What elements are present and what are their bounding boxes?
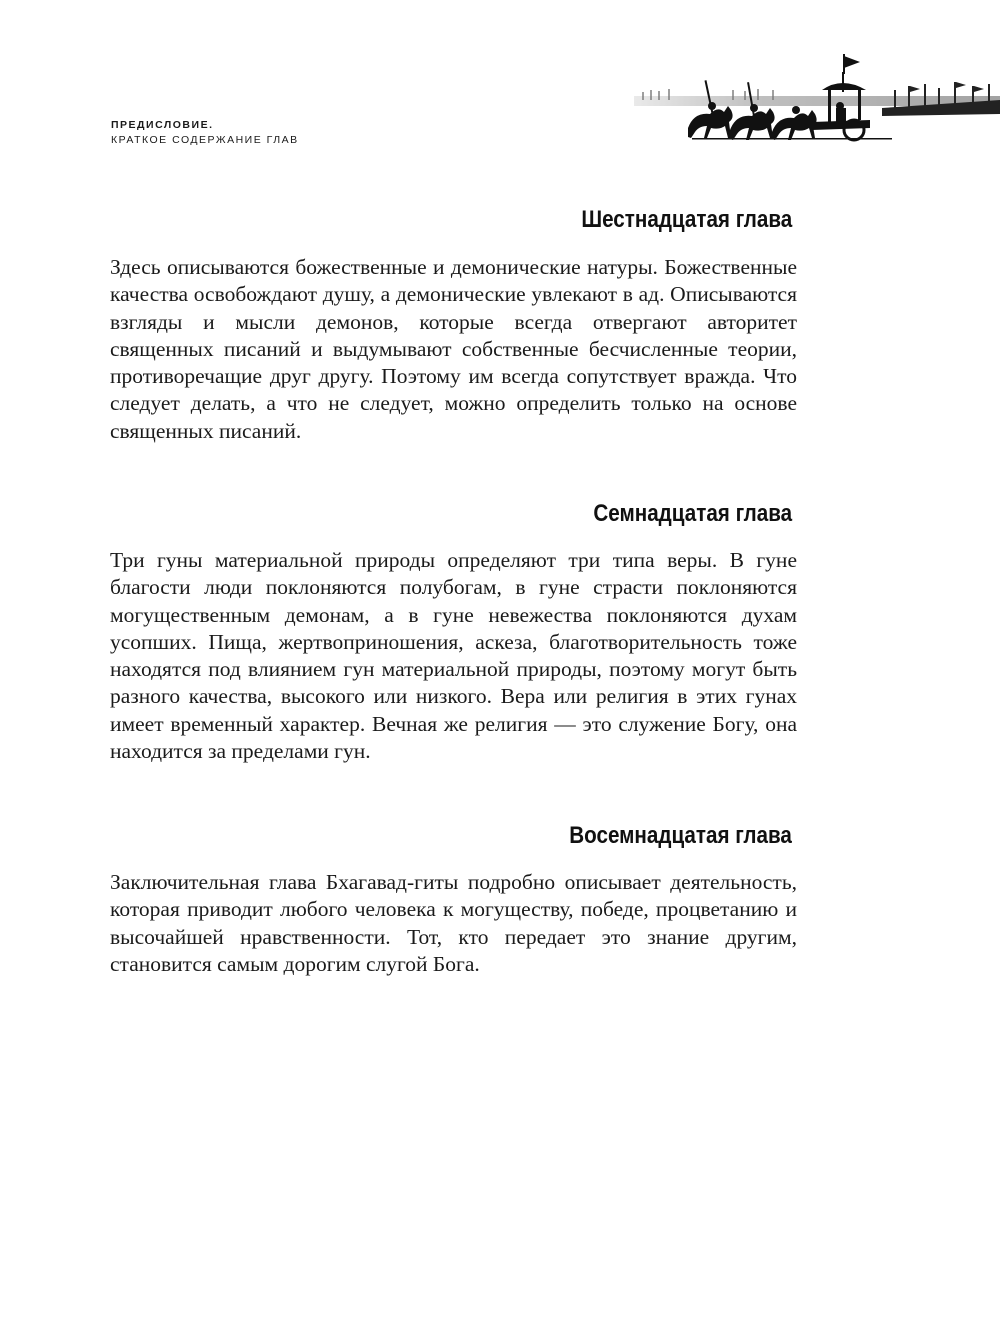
- running-head-title: ПРЕДИСЛОВИЕ.: [111, 119, 214, 131]
- section-text-17: Три гуны материальной природы определяют три типа веры. В гуне благости люди поклоняются полубогам, в гуне страсти поклоняются могущественным демонам, а в гуне невежества поклоняются духам усопших. Пища, жертвоприношения, аскеза, благотворительность тоже находятся под влиянием гун материальной природы, поэтому могут быть разного качества, высокого или низкого. Вера или религия в этих гунах имеет временный характер. Вечная же религия — это служение Богу, она находится за пределами гун.: [110, 548, 797, 764]
- section-title-17: Семнадцатая глава: [593, 500, 792, 527]
- section-title-18: Восемнадцатая глава: [569, 822, 792, 849]
- section-title-16: Шестнадцатая глава: [581, 206, 792, 233]
- section-text-18: Заключительная глава Бхагавад-гиты подробно описывает деятельность, которая приводит любого человека к могуществу, победе, процветанию и высочайшей нравственности. Тот, кто передает это знание другим, становится самым дорогим слугой Бога.: [110, 870, 797, 976]
- running-head-subtitle: КРАТКОЕ СОДЕРЖАНИЕ ГЛАВ: [111, 134, 299, 146]
- chariot-army-silhouette-icon: [632, 50, 1000, 142]
- running-head: [111, 118, 299, 148]
- section-text-16: Здесь описываются божественные и демонические натуры. Божественные качества освобождают душу, а демонические увлекают в ад. Описываются взгляды и мысли демонов, которые всегда отвергают авторитет священных писаний и выдумывают собственные бесчисленные теории, противоречащие друг другу. Поэтому им всегда сопутствует вражда. Что следует делать, а что не следует, можно определить только на основе священных писаний.: [110, 255, 797, 443]
